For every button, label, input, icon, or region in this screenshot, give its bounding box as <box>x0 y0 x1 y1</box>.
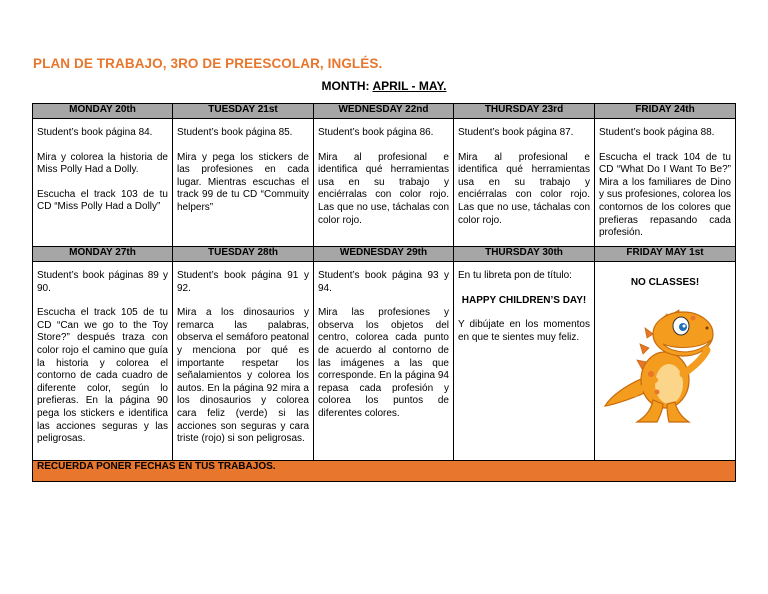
activity-cell-thursday-30 <box>454 262 595 461</box>
activity-text: Mira y colorea la historia de Miss Polly Had a Dolly. <box>37 151 168 176</box>
reminder-row <box>33 461 736 482</box>
month-label: MONTH: <box>321 79 370 93</box>
activity-text: Mira las profesiones y observa los objetos del centro, colorea cada punto de acuerdo al contorno de las imágenes a las que corresponde. En la página 94 repasa cada profesión y colorea los puntos de diferentes colores. <box>318 307 449 419</box>
week2-header-row <box>33 247 736 262</box>
activity-text: Student’s book página 85. <box>177 127 293 138</box>
day-header: TUESDAY 21st <box>173 104 314 119</box>
activity-text: Escucha el track 103 de tu CD “Miss Polly Had a Dolly” <box>37 188 168 213</box>
activity-text: Student’s book página 86. <box>318 127 434 138</box>
day-header: MONDAY 27th <box>33 247 173 262</box>
activity-cell-friday-may-1 <box>595 262 736 461</box>
day-header: FRIDAY MAY 1st <box>595 247 736 262</box>
activity-text: Escucha el track 105 de tu CD “Can we go to the Toy Store?” después traza con color rojo el camino que guía la historia y colorea el contorno de cada cuadro de diferente color, según lo prefieras. En la página 90 pega los stickers e identifica las acciones seguras y las peligrosas. <box>37 307 168 445</box>
activity-cell-wednesday-22 <box>314 119 454 247</box>
day-header: THURSDAY 30th <box>454 247 595 262</box>
activity-text: Mira a los dinosaurios y remarca las palabras, observa el semáforo peatonal y menciona por qué es importante respetar los señalamientos y colorea los autos. En la página 92 mira a los dinosaurios y colorea cara feliz (verde) si las acciones son seguras y cara triste (rojo) si son peligrosas. <box>177 307 309 445</box>
activity-text: Y dibújate en los momentos en que te sientes muy feliz. <box>458 319 590 343</box>
activity-cell-tuesday-28 <box>173 262 314 461</box>
dinosaur-icon <box>603 300 727 428</box>
activity-text: Mira al profesional e identifica qué herramientas usa en su trabajo y enciérralas con color rojo. Las que no use, táchalas con color rojo. <box>458 151 590 226</box>
month-line <box>0 79 768 93</box>
activity-text: Mira al profesional e identifica qué herramientas usa en su trabajo y enciérralas con color rojo. Las que no use, táchalas con color rojo. <box>318 151 449 226</box>
work-plan-table <box>32 103 736 482</box>
activity-text: Student’s book página 84. <box>37 127 153 138</box>
day-header: WEDNESDAY 29th <box>314 247 454 262</box>
day-header: WEDNESDAY 22nd <box>314 104 454 119</box>
activity-cell-wednesday-29 <box>314 262 454 461</box>
reminder-note: RECUERDA PONER FECHAS EN TUS TRABAJOS. <box>33 461 736 482</box>
document-title: PLAN DE TRABAJO, 3RO DE PREESCOLAR, INGLÉS. <box>33 56 383 71</box>
childrens-day-heading: HAPPY CHILDREN’S DAY! <box>461 294 587 306</box>
day-header: THURSDAY 23rd <box>454 104 595 119</box>
activity-text: Student’s book página 88. <box>599 127 715 138</box>
day-header: FRIDAY 24th <box>595 104 736 119</box>
activity-text: Student’s book páginas 89 y 90. <box>37 270 168 294</box>
activity-text: Mira y pega los stickers de las profesiones en cada lugar. Mientras escuchas el track 99 de tu CD “Commuity helpers” <box>177 151 309 213</box>
no-classes-label: NO CLASSES! <box>630 277 700 288</box>
activity-cell-tuesday-21 <box>173 119 314 247</box>
week1-activities-row <box>33 119 736 247</box>
activity-text: Student’s book página 87. <box>458 127 574 138</box>
week1-header-row <box>33 104 736 119</box>
month-value: APRIL - MAY. <box>372 79 447 93</box>
week2-activities-row <box>33 262 736 461</box>
activity-cell-monday-20 <box>33 119 173 247</box>
day-header: TUESDAY 28th <box>173 247 314 262</box>
activity-text: Student’s book página 93 y 94. <box>318 270 449 294</box>
activity-cell-thursday-23 <box>454 119 595 247</box>
activity-text: Escucha el track 104 de tu CD “What Do I Want To Be?” Mira a los familiares de Dino y sus profesiones, colorea los contornos de los colores que prefieras repasando cada profesión. <box>599 151 731 239</box>
activity-cell-friday-24 <box>595 119 736 247</box>
activity-text: Student’s book página 91 y 92. <box>177 270 309 294</box>
activity-text: En tu libreta pon de título: <box>458 270 572 281</box>
day-header: MONDAY 20th <box>33 104 173 119</box>
activity-cell-monday-27 <box>33 262 173 461</box>
